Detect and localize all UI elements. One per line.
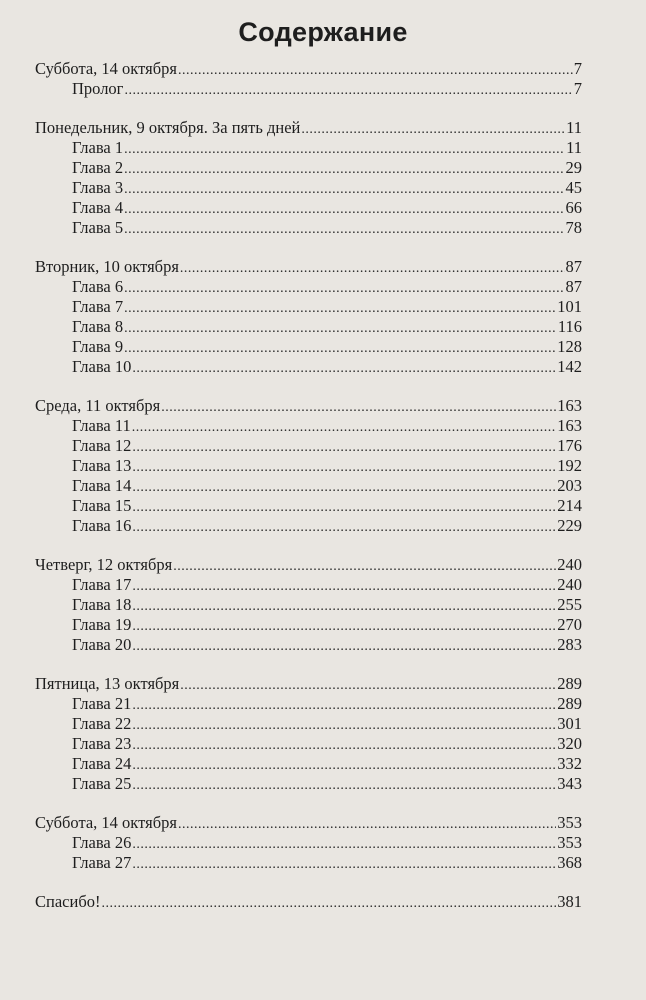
page-number: 163 <box>557 416 582 435</box>
page-number: 128 <box>557 337 582 356</box>
page-number: 7 <box>573 59 582 78</box>
page-number: 142 <box>557 357 582 376</box>
toc-part-entry <box>35 674 582 694</box>
toc-chapter-entry <box>35 178 582 198</box>
toc-part-entry <box>35 555 582 575</box>
dot-leader <box>180 259 565 279</box>
toc-part-entry <box>35 59 582 79</box>
entry-label: Глава 18 <box>72 595 132 614</box>
page-number: 301 <box>557 714 582 733</box>
page-number: 368 <box>557 853 582 872</box>
toc-chapter-entry <box>35 297 582 317</box>
entry-label: Глава 10 <box>72 357 132 376</box>
dot-leader <box>132 518 556 538</box>
page-number: 289 <box>557 694 582 713</box>
entry-label: Суббота, 14 октября <box>35 813 177 832</box>
dot-leader <box>132 617 556 637</box>
entry-label: Четверг, 12 октября <box>35 555 173 574</box>
dot-leader <box>132 756 556 776</box>
dot-leader <box>124 299 556 319</box>
toc-section <box>35 555 582 655</box>
page-number: 229 <box>557 516 582 535</box>
entry-label: Глава 20 <box>72 635 132 654</box>
entry-label: Глава 27 <box>72 853 132 872</box>
dot-leader <box>132 418 556 438</box>
page-number: 101 <box>557 297 582 316</box>
toc-section <box>35 118 582 238</box>
toc-chapter-entry <box>35 337 582 357</box>
entry-label: Глава 11 <box>72 416 131 435</box>
toc-section <box>35 59 582 99</box>
dot-leader <box>161 398 556 418</box>
toc-section <box>35 813 582 873</box>
dot-leader <box>301 120 565 140</box>
toc-chapter-entry <box>35 317 582 337</box>
toc-chapter-entry <box>35 138 582 158</box>
dot-leader <box>124 160 564 180</box>
page-number: 320 <box>557 734 582 753</box>
toc-chapter-entry <box>35 575 582 595</box>
dot-leader <box>124 339 556 359</box>
page-number: 381 <box>557 892 582 911</box>
page-number: 11 <box>566 118 582 137</box>
entry-label: Глава 7 <box>72 297 124 316</box>
page-number: 203 <box>557 476 582 495</box>
dot-leader <box>101 894 556 914</box>
page-number: 283 <box>557 635 582 654</box>
toc-chapter-entry <box>35 615 582 635</box>
entry-label: Вторник, 10 октября <box>35 257 179 276</box>
entry-label: Глава 12 <box>72 436 132 455</box>
entry-label: Глава 17 <box>72 575 132 594</box>
page-number: 255 <box>557 595 582 614</box>
table-of-contents <box>35 59 582 931</box>
dot-leader <box>132 577 556 597</box>
toc-chapter-entry <box>35 754 582 774</box>
dot-leader <box>124 180 564 200</box>
toc-chapter-entry <box>35 774 582 794</box>
entry-label: Среда, 11 октября <box>35 396 161 415</box>
toc-chapter-entry <box>35 277 582 297</box>
toc-chapter-entry <box>35 436 582 456</box>
entry-label: Глава 24 <box>72 754 132 773</box>
toc-chapter-entry <box>35 734 582 754</box>
dot-leader <box>132 597 556 617</box>
toc-section <box>35 674 582 794</box>
toc-part-entry <box>35 813 582 833</box>
dot-leader <box>178 61 573 81</box>
toc-part-entry <box>35 257 582 277</box>
toc-chapter-entry <box>35 357 582 377</box>
dot-leader <box>132 696 556 716</box>
entry-label: Глава 22 <box>72 714 132 733</box>
dot-leader <box>132 498 556 518</box>
entry-label: Глава 14 <box>72 476 132 495</box>
toc-part-entry <box>35 118 582 138</box>
entry-label: Глава 2 <box>72 158 124 177</box>
page-number: 87 <box>565 257 582 276</box>
entry-label: Глава 15 <box>72 496 132 515</box>
entry-label: Пролог <box>72 79 124 98</box>
entry-label: Суббота, 14 октября <box>35 59 177 78</box>
dot-leader <box>132 716 556 736</box>
dot-leader <box>124 319 557 339</box>
toc-chapter-entry <box>35 158 582 178</box>
page-number: 270 <box>557 615 582 634</box>
toc-chapter-entry <box>35 476 582 496</box>
dot-leader <box>124 279 564 299</box>
dot-leader <box>132 835 556 855</box>
dot-leader <box>124 81 572 101</box>
toc-chapter-entry <box>35 833 582 853</box>
page-number: 214 <box>557 496 582 515</box>
page-number: 176 <box>557 436 582 455</box>
dot-leader <box>124 200 564 220</box>
toc-chapter-entry <box>35 595 582 615</box>
entry-label: Глава 26 <box>72 833 132 852</box>
page-number: 192 <box>557 456 582 475</box>
toc-chapter-entry <box>35 516 582 536</box>
entry-label: Глава 25 <box>72 774 132 793</box>
toc-chapter-entry <box>35 416 582 436</box>
page-number: 29 <box>565 158 582 177</box>
entry-label: Глава 9 <box>72 337 124 356</box>
page-number: 289 <box>557 674 582 693</box>
entry-label: Пятница, 13 октября <box>35 674 180 693</box>
entry-label: Глава 6 <box>72 277 124 296</box>
entry-label: Спасибо! <box>35 892 101 911</box>
entry-label: Глава 5 <box>72 218 124 237</box>
toc-chapter-entry <box>35 853 582 873</box>
page-number: 66 <box>565 198 582 217</box>
page-number: 343 <box>557 774 582 793</box>
dot-leader <box>132 438 556 458</box>
toc-chapter-entry <box>35 456 582 476</box>
toc-chapter-entry <box>35 635 582 655</box>
toc-section <box>35 396 582 536</box>
page-title: Содержание <box>238 17 408 47</box>
dot-leader <box>132 359 556 379</box>
dot-leader <box>132 855 556 875</box>
dot-leader <box>132 776 556 796</box>
toc-chapter-entry <box>35 714 582 734</box>
entry-label: Глава 19 <box>72 615 132 634</box>
toc-section <box>35 892 582 912</box>
dot-leader <box>178 815 556 835</box>
entry-label: Глава 1 <box>72 138 124 157</box>
page-number: 353 <box>557 813 582 832</box>
entry-label: Глава 13 <box>72 456 132 475</box>
dot-leader <box>173 557 556 577</box>
page-number: 7 <box>573 79 582 98</box>
toc-chapter-entry <box>35 496 582 516</box>
toc-chapter-entry <box>35 694 582 714</box>
page-number: 163 <box>557 396 582 415</box>
dot-leader <box>132 478 556 498</box>
page-number: 353 <box>557 833 582 852</box>
toc-chapter-entry <box>35 218 582 238</box>
page-number: 87 <box>565 277 582 296</box>
toc-chapter-entry <box>35 198 582 218</box>
dot-leader <box>132 637 556 657</box>
dot-leader <box>124 140 565 160</box>
page-number: 240 <box>557 555 582 574</box>
page-number: 78 <box>565 218 582 237</box>
toc-chapter-entry <box>35 79 582 99</box>
entry-label: Глава 3 <box>72 178 124 197</box>
dot-leader <box>132 736 556 756</box>
toc-part-entry <box>35 892 582 912</box>
dot-leader <box>180 676 556 696</box>
page-number: 45 <box>565 178 582 197</box>
entry-label: Понедельник, 9 октября. За пять дней <box>35 118 301 137</box>
page-number: 116 <box>557 317 582 336</box>
entry-label: Глава 8 <box>72 317 124 336</box>
page-number: 240 <box>557 575 582 594</box>
dot-leader <box>124 220 564 240</box>
toc-part-entry <box>35 396 582 416</box>
page-number: 332 <box>557 754 582 773</box>
entry-label: Глава 21 <box>72 694 132 713</box>
entry-label: Глава 16 <box>72 516 132 535</box>
toc-section <box>35 257 582 377</box>
page-number: 11 <box>566 138 582 157</box>
dot-leader <box>132 458 556 478</box>
entry-label: Глава 23 <box>72 734 132 753</box>
entry-label: Глава 4 <box>72 198 124 217</box>
